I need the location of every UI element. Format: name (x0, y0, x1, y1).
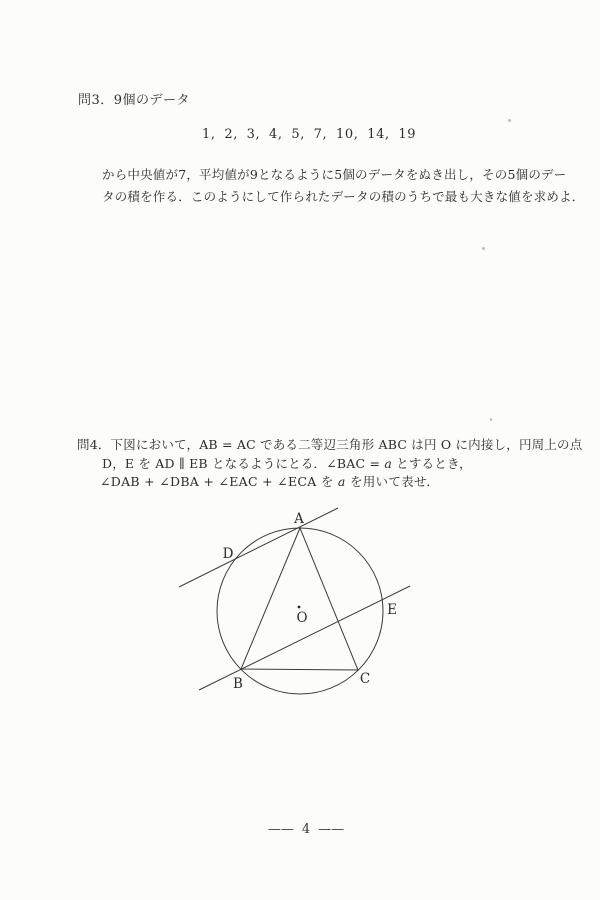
footer-dash-right: —— (318, 822, 345, 837)
question-4-line-3 (100, 472, 439, 490)
label-vertex-b: B (233, 676, 243, 692)
scan-speck (482, 247, 485, 250)
page-footer (245, 822, 367, 837)
label-point-e: E (387, 602, 397, 618)
label-vertex-a: A (294, 511, 304, 527)
question-3-body-line-1: から中央値が7，平均値が9となるように5個のデータをぬき出し，その5個のデー (102, 167, 567, 182)
question-4-line-2-text: D，E を AD ∥ EB となるようにとる．∠BAC = (102, 456, 385, 471)
label-center-o: O (296, 610, 308, 626)
footer-dash-left: —— (267, 822, 294, 837)
question-4-line-2 (102, 454, 472, 472)
label-vertex-c: C (359, 671, 371, 687)
question-4-line-3-text: ∠DAB + ∠DBA + ∠EAC + ∠ECA を (100, 474, 338, 489)
question-4-line-3-tail: を用いて表せ． (345, 474, 440, 489)
page-number: 4 (301, 822, 311, 837)
question-4-line-2-tail: とするとき， (391, 456, 472, 471)
scan-speck (508, 119, 511, 122)
question-3-body (102, 164, 585, 209)
angle-variable-a: a (337, 474, 346, 489)
triangle-abc (241, 528, 358, 670)
geometry-figure (150, 495, 450, 715)
question-3-data-values: 1, 2, 3, 4, 5, 7, 10, 14, 19 (202, 127, 417, 142)
question-4-line-1: 問4．下図において，AB = AC である二等辺三角形 ABC は円 O に内接し，円周上の点 (77, 437, 583, 452)
center-point-dot (298, 606, 301, 609)
label-point-d: D (222, 546, 234, 562)
question-3-body-line-2: タの積を作る．このようにして作られたデータの積のうちで最も大きな値を求めよ． (102, 189, 585, 205)
question-3-heading: 問3．9個のデータ (78, 93, 191, 108)
line-through-d-a (179, 508, 338, 587)
angle-variable-a: a (384, 456, 392, 471)
scan-speck (490, 418, 492, 421)
